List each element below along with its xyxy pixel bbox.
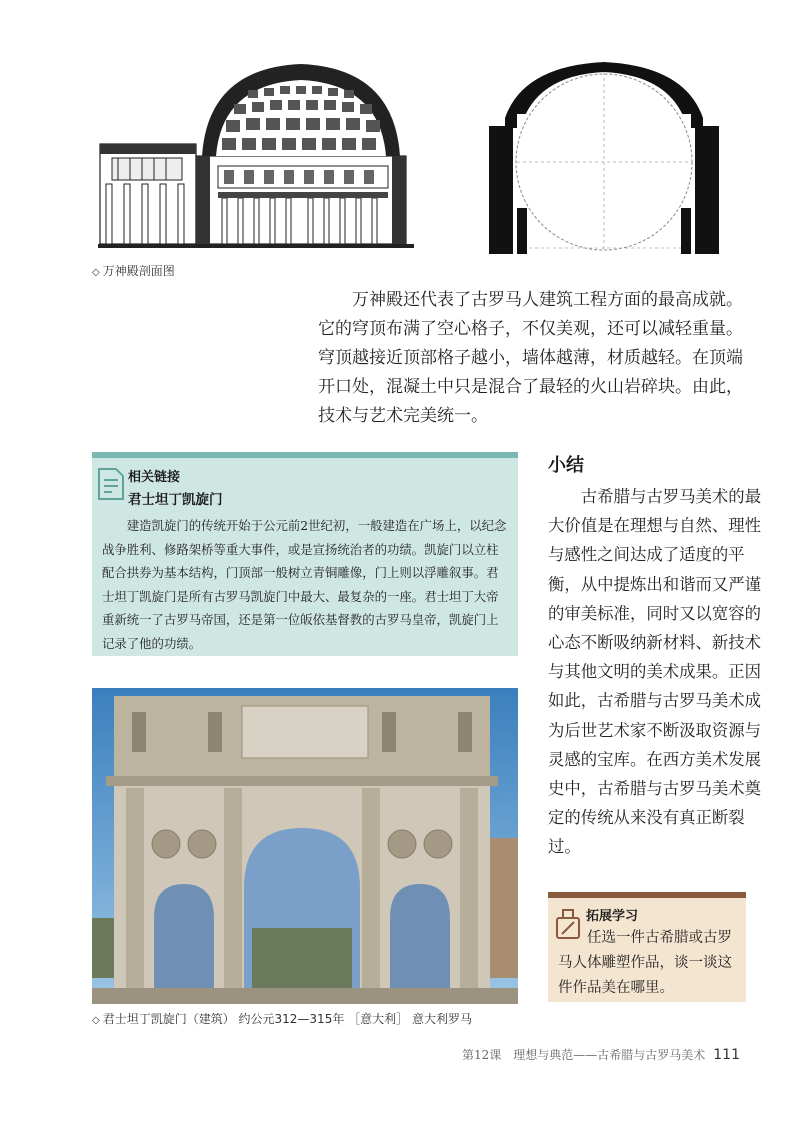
pantheon-section-diagram: [483, 58, 725, 258]
figure-caption-pantheon: [92, 262, 175, 279]
summary-text: 古希腊与古罗马美术的最大价值是在理想与自然、理性与感性之间达成了适度的平衡，从中提炼出和谐而又严谨的审美标准，同时又以宽容的心态不断吸纳新材料、新技术与其他文明的美术成果。正因如此，古希腊与古罗马美术成为后世艺术家不断汲取资源与灵感的宝库。在西方美术发展史中，古希腊与古罗马美术奠定的传统从来没有真正断裂过。: [548, 487, 762, 857]
summary-heading: 小结: [548, 455, 584, 476]
pantheon-cutaway-drawing: [98, 58, 414, 258]
caption-text: 君士坦丁凯旋门（建筑） 约公元312—315年 ［意大利］ 意大利罗马: [102, 1012, 472, 1026]
main-paragraph: 万神殿还代表了古罗马人建筑工程方面的最高成就。它的穹顶布满了空心格子，不仅美观，还可以减轻重量。穹顶越接近顶部格子越小，墙体越薄，材质越轻。在顶端开口处，混凝土中只是混合了最轻的火山岩碎块。由此，技术与艺术完美统一。: [318, 290, 743, 426]
extended-study-text: 任选一件古希腊或古罗马人体雕塑作品，谈一谈这件作品美在哪里。: [558, 930, 732, 996]
related-link-box: [92, 452, 518, 656]
arch-of-constantine-photo: [92, 688, 518, 1004]
page-number: 111: [713, 1047, 740, 1063]
figure-caption-arch: [92, 1010, 472, 1027]
document-icon: [96, 466, 126, 502]
caption-marker: ◇: [92, 1015, 100, 1026]
related-heading: 相关链接: [128, 470, 181, 485]
caption-marker: ◇: [92, 267, 100, 278]
extended-study-box: [548, 892, 746, 1002]
caption-text: 万神殿剖面图: [102, 264, 175, 278]
lesson-title: 第12课 理想与典范——古希腊与古罗马美术: [461, 1048, 706, 1062]
related-title: 君士坦丁凯旋门: [128, 492, 223, 508]
related-text: 建造凯旋门的传统开始于公元前2世纪初，一般建造在广场上，以纪念战争胜利、修路架桥等重大事件，或是宣扬统治者的功绩。凯旋门以立柱配合拱券为基本结构，门顶部一般树立青铜雕像，门上则以浮雕叙事。君士坦丁凯旋门是所有古罗马凯旋门中最大、最复杂的一座。君士坦丁大帝重新统一了古罗马帝国，还是第一位皈依基督教的古罗马皇帝，凯旋门上记录了他的功绩。: [102, 518, 507, 651]
extended-study-heading: 拓展学习: [586, 909, 639, 924]
page-footer: [462, 1046, 740, 1063]
